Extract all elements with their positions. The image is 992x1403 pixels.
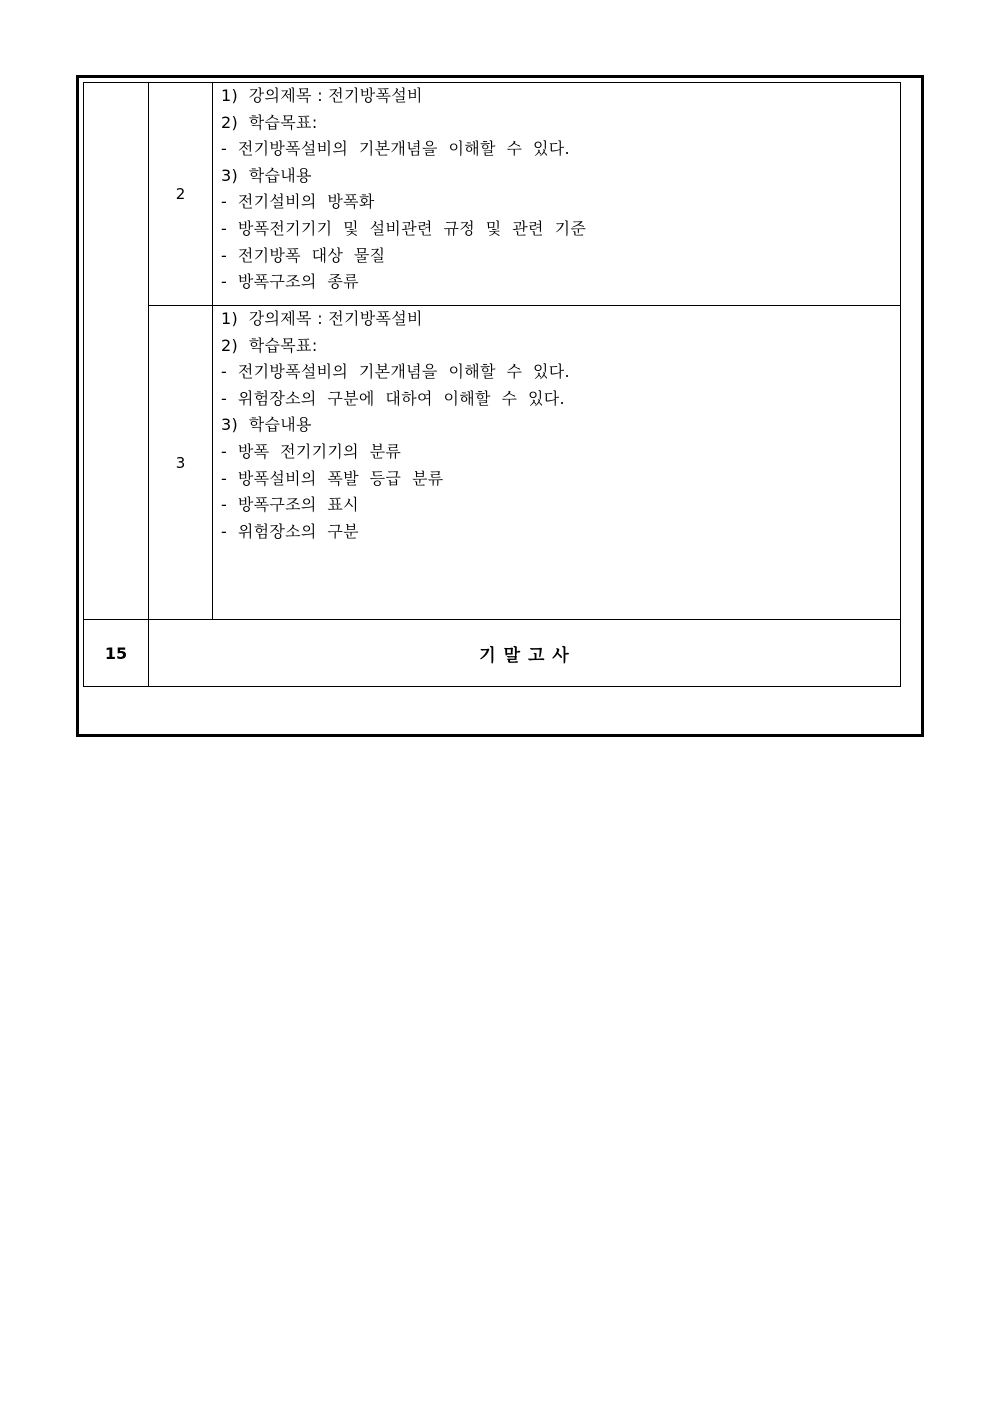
table-row bbox=[84, 83, 901, 306]
content-item: - 위험장소의 구분 bbox=[221, 521, 359, 541]
content-item: - 방폭구조의 종류 bbox=[221, 272, 359, 292]
content-item: - 방폭설비의 폭발 등급 분류 bbox=[221, 468, 444, 488]
week-number: 15 bbox=[84, 620, 149, 687]
lecture-schedule-table bbox=[83, 82, 901, 687]
lecture-title-line: 1) 강의제목 : 전기방폭설비 bbox=[221, 86, 423, 105]
content-item: - 방폭전기기기 및 설비관련 규정 및 관련 기준 bbox=[221, 218, 587, 238]
document-frame bbox=[76, 75, 924, 737]
session-number: 2 bbox=[149, 83, 213, 306]
table-row bbox=[84, 306, 901, 620]
session-content bbox=[213, 306, 901, 620]
objective-item: - 위험장소의 구분에 대하여 이해할 수 있다. bbox=[221, 388, 565, 408]
content-item: - 전기설비의 방폭화 bbox=[221, 192, 375, 212]
content-heading: 3) 학습내용 bbox=[221, 415, 312, 435]
objective-heading: 2) 학습목표: bbox=[221, 335, 318, 355]
session-content bbox=[213, 83, 901, 306]
lecture-title-line: 1) 강의제목 : 전기방폭설비 bbox=[221, 309, 423, 328]
final-exam-row bbox=[84, 620, 901, 687]
session-number: 3 bbox=[149, 306, 213, 620]
objective-heading: 2) 학습목표: bbox=[221, 112, 318, 132]
content-item: - 전기방폭 대상 물질 bbox=[221, 245, 386, 265]
final-exam-label: 기 말 고 사 bbox=[149, 620, 901, 687]
objective-item: - 전기방폭설비의 기본개념을 이해할 수 있다. bbox=[221, 362, 570, 382]
content-item: - 방폭 전기기기의 분류 bbox=[221, 441, 402, 461]
content-item: - 방폭구조의 표시 bbox=[221, 495, 359, 515]
objective-item: - 전기방폭설비의 기본개념을 이해할 수 있다. bbox=[221, 139, 570, 159]
week-cell-continued bbox=[84, 83, 149, 620]
content-heading: 3) 학습내용 bbox=[221, 165, 312, 185]
